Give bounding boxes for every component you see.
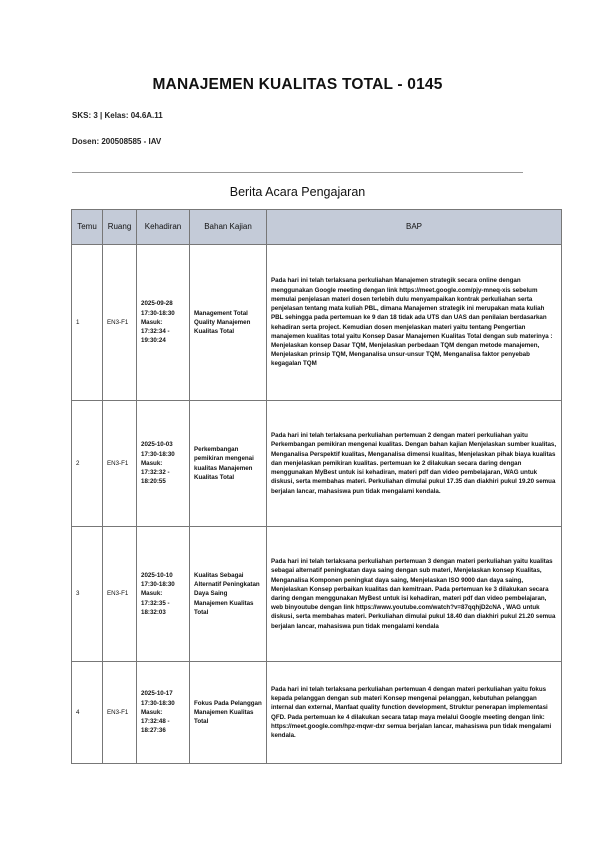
bahan-kajian-cell: Kualitas Sebagai Alternatif Peningkatan Daya Saing Manajemen Kualitas Total: [190, 527, 267, 662]
header-bap: BAP: [267, 210, 562, 245]
temu-cell: 3: [72, 527, 103, 662]
kehadiran-cell: 2025-10-03 17:30-18:30 Masuk: 17:32:32 - 18:20:55: [137, 401, 190, 527]
bahan-kajian-cell: Fokus Pada Pelanggan Manajemen Kualitas Total: [190, 662, 267, 764]
header-bahan-kajian: Bahan Kajian: [190, 210, 267, 245]
header-ruang: Ruang: [103, 210, 137, 245]
page-title: MANAJEMEN KUALITAS TOTAL - 0145: [152, 76, 443, 93]
dosen-info: Dosen: 200508585 - IAV: [72, 137, 162, 146]
table-row: [72, 401, 562, 527]
temu-cell: 4: [72, 662, 103, 764]
sks-kelas-info: SKS: 3 | Kelas: 04.6A.11: [72, 111, 163, 120]
table-header-row: [72, 210, 562, 245]
ruang-cell: EN3-F1: [103, 245, 137, 401]
table-row: [72, 527, 562, 662]
header-kehadiran: Kehadiran: [137, 210, 190, 245]
kehadiran-cell: 2025-10-10 17:30-18:30 Masuk: 17:32:35 - 18:32:03: [137, 527, 190, 662]
divider: [72, 172, 523, 173]
kehadiran-cell: 2025-10-17 17:30-18:30 Masuk: 17:32:48 - 18:27:36: [137, 662, 190, 764]
table-row: [72, 662, 562, 764]
bap-cell: Pada hari ini telah terlaksana perkuliahan Manajemen strategik secara online dengan menggunakan Google meeting dengan link https://meet.google.com/pjy-mneq-xis sebelum memulai penjelasan materi dosen terlebih dulu menyampaikan kontrak perkuliahan serta penjelasan tentang mata kuliah PBL, dimana Manajemen strategik ini merupakan mata kuliah PBL sehingga pada pertemuan ke 9 dan 18 tidak ada UTS dan UAS dan penilaian berdasarkan kehadiran serta project. Kemudian dosen menjelaskan materi yaitu tentang Pengertian manajemen kualitas total yaitu Konsep Dasar Manajemen Kualitas Total dengan sub materinya : Menjelaskan konsep Dasar TQM, Menjelaskan perbedaan TQM dengan metode manajemen, Menjelaskan prinsip TQM, Menganalisa unsur-unsur TQM, Menganalisa faktor penyebab kegagalan TQM: [267, 245, 562, 401]
ruang-cell: EN3-F1: [103, 662, 137, 764]
bap-table: [71, 209, 562, 764]
ruang-cell: EN3-F1: [103, 527, 137, 662]
temu-cell: 1: [72, 245, 103, 401]
bap-cell: Pada hari ini telah terlaksana perkuliahan pertemuan 2 dengan materi perkuliahan yaitu Perkembangan pemikiran mengenai kualitas. Dengan bahan kajian Menjelaskan sumber kualitas, Menganalisa Perspektif kualitas, Menganalisa dimensi kualitas, Menjelaskan pihak biaya kualitas dan menjelaskan pemikiran kualitas. pertemuan ke 2 dilakukan secara daring dengan menggunakan MyBest untuk isi kehadiran, materi pdf dan video pembelajaran, WAG untuk diskusi, serta membahas materi. Perkuliahan dimulai pukul 17.35 dan diakhiri pukul 19.20 semua berjalan lancar, mahasiswa pun tidak mengalami kendala.: [267, 401, 562, 527]
bahan-kajian-cell: Perkembangan pemikiran mengenai kualitas Manajemen Kualitas Total: [190, 401, 267, 527]
bap-cell: Pada hari ini telah terlaksana perkuliahan pertemuan 4 dengan materi perkuliahan yaitu fokus kepada pelanggan dengan sub materi Konsep mengenai pelanggan, kebutuhan pelanggan internal dan external, Manfaat quality function development, Struktur penerapan implementasi QFD. Pada pertemuan ke 4 dilakukan secara tatap maya melalui Google meeting dengan link: https://meet.google.com/hpz-mqwr-dxr semua berjalan lancar, mahasiswa pun tidak mengalami kendala.: [267, 662, 562, 764]
temu-cell: 2: [72, 401, 103, 527]
header-temu: Temu: [72, 210, 103, 245]
bahan-kajian-cell: Management Total Quality Manajemen Kualitas Total: [190, 245, 267, 401]
table-row: [72, 245, 562, 401]
ruang-cell: EN3-F1: [103, 401, 137, 527]
bap-cell: Pada hari ini telah terlaksana perkuliahan pertemuan 3 dengan materi perkuliahan yaitu kualitas sebagai alternatif peningkatan daya saing dengan sub materi, Menjelaskan konsep Kualitas, Menganalisa Komponen peningkat daya saing, Menjelaskan ISO 9000 dan daya saing, Menjelaskan Konsep perbaikan kualitas dan kemitraan. Pada pertemuan ke 3 dilakukan secara daring dengan menggunakan MyBest untuk isi kehadiran, materi pdf dan video pembelajaran, web binyoutube dengan link https://www.youtube.com/watch?v=87qqhjD2cNA , WAG untuk diskusi, serta membahas materi. Perkuliahan dimulai pukul 18.40 dan diakhiri pukul 21.20 semua berjalan lancar, mahasiswa pun tidak mengalami kendala: [267, 527, 562, 662]
section-title: Berita Acara Pengajaran: [229, 185, 366, 199]
kehadiran-cell: 2025-09-28 17:30-18:30 Masuk: 17:32:34 - 19:30:24: [137, 245, 190, 401]
